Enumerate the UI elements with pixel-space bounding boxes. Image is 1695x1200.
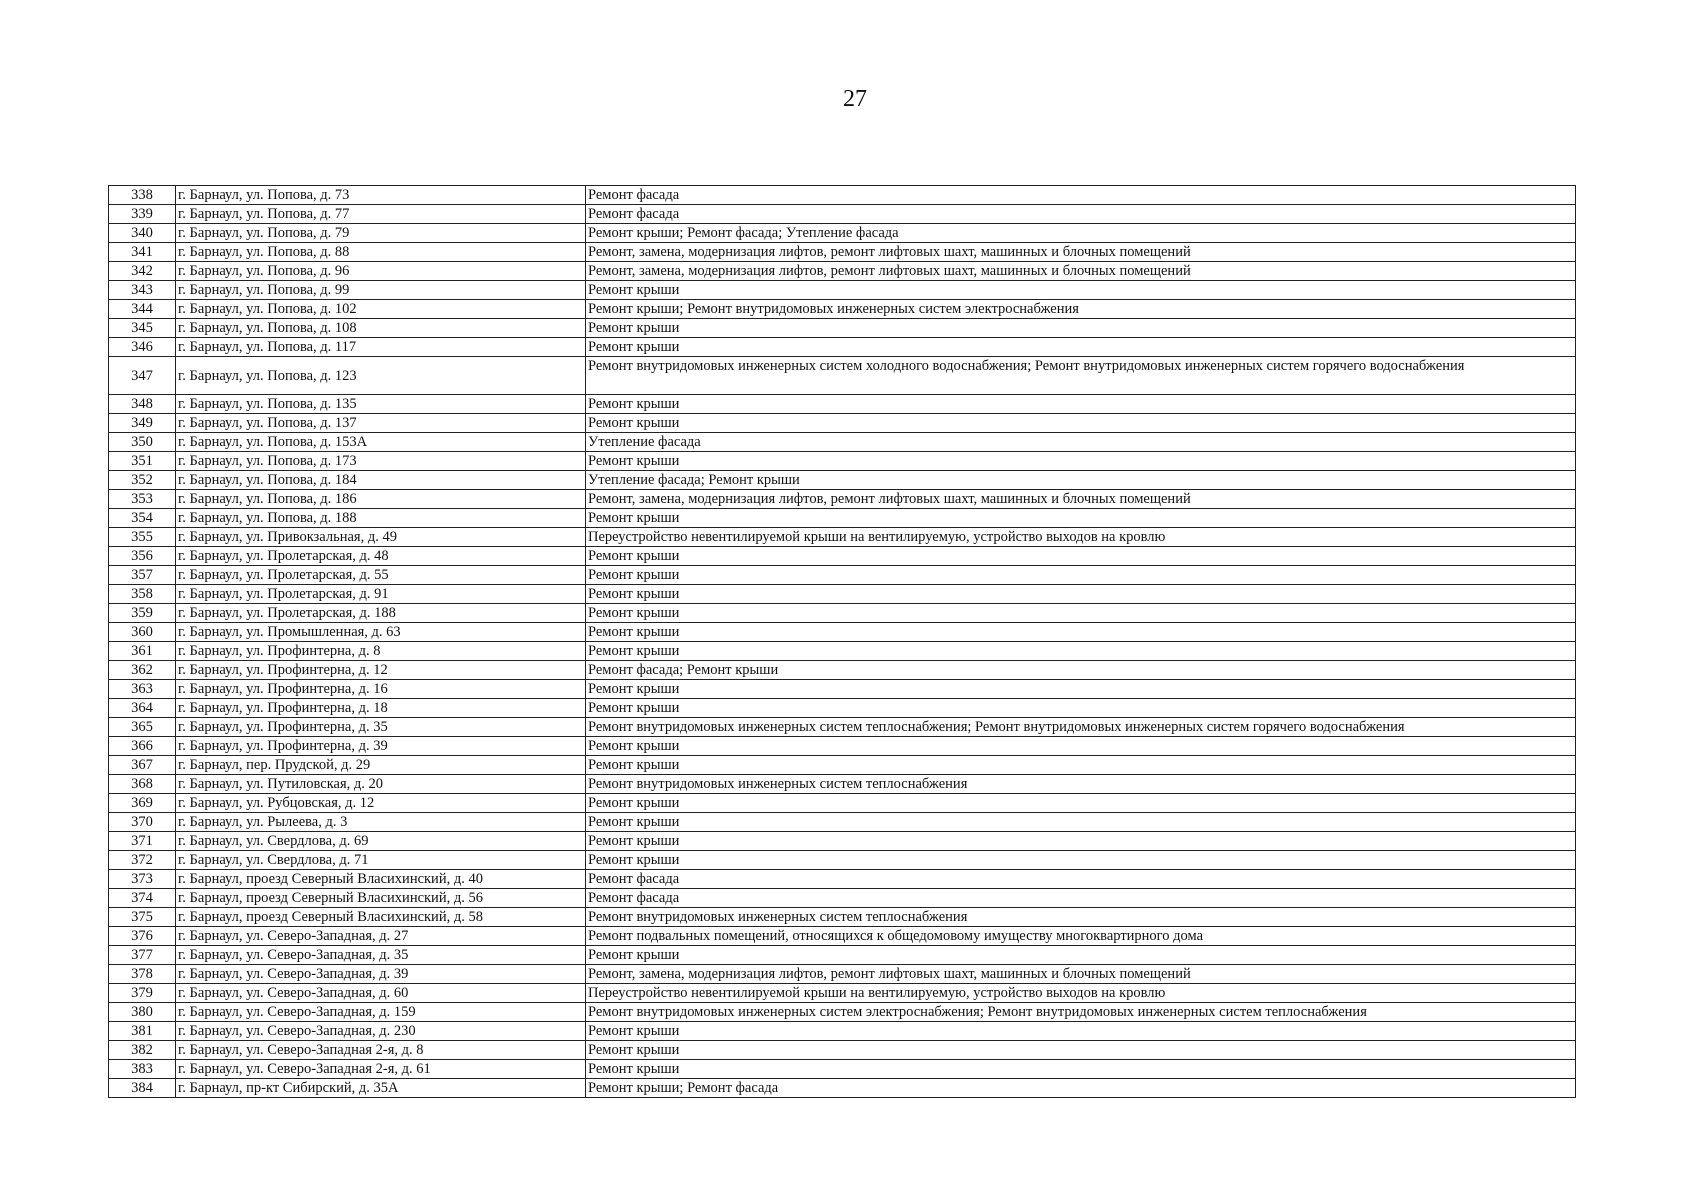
work-type-cell: Ремонт внутридомовых инженерных систем теплоснабжения; Ремонт внутридомовых инженерных систем горячего водоснабжения	[586, 718, 1576, 737]
address-cell: г. Барнаул, ул. Попова, д. 186	[176, 490, 586, 509]
work-type-cell: Ремонт крыши	[586, 1060, 1576, 1079]
row-number-cell: 381	[109, 1022, 176, 1041]
address-cell: г. Барнаул, ул. Попова, д. 77	[176, 205, 586, 224]
work-type-cell: Ремонт крыши	[586, 1022, 1576, 1041]
row-number-cell: 360	[109, 623, 176, 642]
work-type-cell: Ремонт фасада	[586, 870, 1576, 889]
registry-body	[109, 186, 1576, 1098]
row-number-cell: 367	[109, 756, 176, 775]
work-type-cell: Ремонт крыши	[586, 680, 1576, 699]
address-cell: г. Барнаул, проезд Северный Власихинский, д. 40	[176, 870, 586, 889]
address-cell: г. Барнаул, ул. Попова, д. 184	[176, 471, 586, 490]
work-type-cell: Ремонт крыши	[586, 737, 1576, 756]
row-number-cell: 371	[109, 832, 176, 851]
table-row	[109, 1003, 1576, 1022]
row-number-cell: 382	[109, 1041, 176, 1060]
work-type-cell: Ремонт крыши	[586, 395, 1576, 414]
work-type-cell: Ремонт фасада; Ремонт крыши	[586, 661, 1576, 680]
work-type-cell: Ремонт крыши	[586, 1041, 1576, 1060]
work-type-cell: Ремонт крыши	[586, 566, 1576, 585]
address-cell: г. Барнаул, ул. Попова, д. 188	[176, 509, 586, 528]
row-number-cell: 338	[109, 186, 176, 205]
row-number-cell: 375	[109, 908, 176, 927]
work-type-cell: Ремонт крыши	[586, 604, 1576, 623]
row-number-cell: 370	[109, 813, 176, 832]
work-type-cell: Ремонт крыши	[586, 794, 1576, 813]
work-type-cell: Ремонт, замена, модернизация лифтов, ремонт лифтовых шахт, машинных и блочных помещений	[586, 243, 1576, 262]
table-row	[109, 585, 1576, 604]
address-cell: г. Барнаул, пер. Прудской, д. 29	[176, 756, 586, 775]
table-row	[109, 528, 1576, 547]
table-row	[109, 566, 1576, 585]
row-number-cell: 355	[109, 528, 176, 547]
address-cell: г. Барнаул, ул. Свердлова, д. 71	[176, 851, 586, 870]
work-type-cell: Ремонт внутридомовых инженерных систем электроснабжения; Ремонт внутридомовых инженерных систем теплоснабжения	[586, 1003, 1576, 1022]
address-cell: г. Барнаул, ул. Попова, д. 73	[176, 186, 586, 205]
table-row	[109, 452, 1576, 471]
table-row	[109, 851, 1576, 870]
row-number-cell: 364	[109, 699, 176, 718]
table-row	[109, 775, 1576, 794]
table-row	[109, 433, 1576, 452]
address-cell: г. Барнаул, ул. Рылеева, д. 3	[176, 813, 586, 832]
table-row	[109, 224, 1576, 243]
table-row	[109, 984, 1576, 1003]
work-type-cell: Ремонт крыши	[586, 585, 1576, 604]
row-number-cell: 341	[109, 243, 176, 262]
table-row	[109, 623, 1576, 642]
work-type-cell: Ремонт крыши	[586, 623, 1576, 642]
table-row	[109, 813, 1576, 832]
address-cell: г. Барнаул, проезд Северный Власихинский, д. 58	[176, 908, 586, 927]
table-row	[109, 509, 1576, 528]
table-row	[109, 471, 1576, 490]
work-type-cell: Ремонт, замена, модернизация лифтов, ремонт лифтовых шахт, машинных и блочных помещений	[586, 965, 1576, 984]
address-cell: г. Барнаул, ул. Попова, д. 88	[176, 243, 586, 262]
address-cell: г. Барнаул, ул. Профинтерна, д. 8	[176, 642, 586, 661]
work-type-cell: Ремонт фасада	[586, 889, 1576, 908]
address-cell: г. Барнаул, ул. Северо-Западная, д. 39	[176, 965, 586, 984]
row-number-cell: 346	[109, 338, 176, 357]
row-number-cell: 354	[109, 509, 176, 528]
address-cell: г. Барнаул, ул. Попова, д. 108	[176, 319, 586, 338]
work-type-cell: Ремонт крыши; Ремонт фасада; Утепление фасада	[586, 224, 1576, 243]
row-number-cell: 377	[109, 946, 176, 965]
row-number-cell: 378	[109, 965, 176, 984]
table-row	[109, 927, 1576, 946]
work-type-cell: Ремонт крыши	[586, 756, 1576, 775]
address-cell: г. Барнаул, ул. Северо-Западная, д. 35	[176, 946, 586, 965]
table-row	[109, 680, 1576, 699]
row-number-cell: 356	[109, 547, 176, 566]
row-number-cell: 373	[109, 870, 176, 889]
address-cell: г. Барнаул, ул. Попова, д. 102	[176, 300, 586, 319]
table-row	[109, 756, 1576, 775]
table-row	[109, 946, 1576, 965]
work-type-cell: Ремонт крыши	[586, 319, 1576, 338]
row-number-cell: 343	[109, 281, 176, 300]
table-row	[109, 699, 1576, 718]
row-number-cell: 340	[109, 224, 176, 243]
table-row	[109, 395, 1576, 414]
address-cell: г. Барнаул, ул. Профинтерна, д. 12	[176, 661, 586, 680]
work-type-cell: Ремонт, замена, модернизация лифтов, ремонт лифтовых шахт, машинных и блочных помещений	[586, 490, 1576, 509]
row-number-cell: 342	[109, 262, 176, 281]
table-row	[109, 186, 1576, 205]
table-row	[109, 262, 1576, 281]
work-type-cell: Ремонт крыши	[586, 946, 1576, 965]
page-number: 27	[843, 86, 867, 112]
table-row	[109, 1079, 1576, 1098]
address-cell: г. Барнаул, пр-кт Сибирский, д. 35А	[176, 1079, 586, 1098]
table-row	[109, 205, 1576, 224]
address-cell: г. Барнаул, ул. Пролетарская, д. 55	[176, 566, 586, 585]
row-number-cell: 383	[109, 1060, 176, 1079]
work-type-cell: Ремонт фасада	[586, 205, 1576, 224]
table-row	[109, 794, 1576, 813]
address-cell: г. Барнаул, ул. Пролетарская, д. 91	[176, 585, 586, 604]
address-cell: г. Барнаул, ул. Северо-Западная, д. 159	[176, 1003, 586, 1022]
address-cell: г. Барнаул, ул. Промышленная, д. 63	[176, 623, 586, 642]
table-row	[109, 281, 1576, 300]
address-cell: г. Барнаул, ул. Рубцовская, д. 12	[176, 794, 586, 813]
work-type-cell: Ремонт внутридомовых инженерных систем холодного водоснабжения; Ремонт внутридомовых инженерных систем горячего водоснабжения	[586, 357, 1576, 395]
table-row	[109, 870, 1576, 889]
address-cell: г. Барнаул, ул. Северо-Западная, д. 27	[176, 927, 586, 946]
row-number-cell: 372	[109, 851, 176, 870]
table-row	[109, 1041, 1576, 1060]
table-row	[109, 661, 1576, 680]
table-row	[109, 718, 1576, 737]
address-cell: г. Барнаул, ул. Северо-Западная, д. 60	[176, 984, 586, 1003]
work-type-cell: Переустройство невентилируемой крыши на вентилируемую, устройство выходов на кровлю	[586, 984, 1576, 1003]
address-cell: г. Барнаул, ул. Попова, д. 137	[176, 414, 586, 433]
address-cell: г. Барнаул, ул. Попова, д. 96	[176, 262, 586, 281]
row-number-cell: 363	[109, 680, 176, 699]
address-cell: г. Барнаул, ул. Профинтерна, д. 16	[176, 680, 586, 699]
row-number-cell: 357	[109, 566, 176, 585]
work-type-cell: Ремонт крыши; Ремонт внутридомовых инженерных систем электроснабжения	[586, 300, 1576, 319]
address-cell: г. Барнаул, ул. Северо-Западная 2-я, д. 8	[176, 1041, 586, 1060]
row-number-cell: 369	[109, 794, 176, 813]
address-cell: г. Барнаул, ул. Профинтерна, д. 35	[176, 718, 586, 737]
address-cell: г. Барнаул, ул. Попова, д. 173	[176, 452, 586, 471]
row-number-cell: 344	[109, 300, 176, 319]
row-number-cell: 380	[109, 1003, 176, 1022]
work-type-cell: Ремонт крыши	[586, 642, 1576, 661]
address-cell: г. Барнаул, ул. Свердлова, д. 69	[176, 832, 586, 851]
work-type-cell: Ремонт крыши	[586, 851, 1576, 870]
row-number-cell: 361	[109, 642, 176, 661]
table-row	[109, 243, 1576, 262]
row-number-cell: 379	[109, 984, 176, 1003]
address-cell: г. Барнаул, ул. Попова, д. 79	[176, 224, 586, 243]
address-cell: г. Барнаул, ул. Пролетарская, д. 48	[176, 547, 586, 566]
work-type-cell: Ремонт крыши	[586, 813, 1576, 832]
table-row	[109, 642, 1576, 661]
work-type-cell: Ремонт крыши; Ремонт фасада	[586, 1079, 1576, 1098]
table-row	[109, 357, 1576, 395]
repair-registry-table	[108, 185, 1576, 1098]
work-type-cell: Ремонт крыши	[586, 832, 1576, 851]
work-type-cell: Ремонт крыши	[586, 509, 1576, 528]
row-number-cell: 339	[109, 205, 176, 224]
address-cell: г. Барнаул, ул. Северо-Западная 2-я, д. 61	[176, 1060, 586, 1079]
address-cell: г. Барнаул, ул. Северо-Западная, д. 230	[176, 1022, 586, 1041]
work-type-cell: Ремонт крыши	[586, 452, 1576, 471]
row-number-cell: 352	[109, 471, 176, 490]
row-number-cell: 358	[109, 585, 176, 604]
row-number-cell: 348	[109, 395, 176, 414]
address-cell: г. Барнаул, ул. Попова, д. 153А	[176, 433, 586, 452]
work-type-cell: Ремонт подвальных помещений, относящихся к общедомовому имуществу многоквартирного дома	[586, 927, 1576, 946]
address-cell: г. Барнаул, ул. Попова, д. 123	[176, 357, 586, 395]
table-row	[109, 547, 1576, 566]
work-type-cell: Утепление фасада	[586, 433, 1576, 452]
address-cell: г. Барнаул, проезд Северный Власихинский, д. 56	[176, 889, 586, 908]
row-number-cell: 347	[109, 357, 176, 395]
table-row	[109, 832, 1576, 851]
row-number-cell: 349	[109, 414, 176, 433]
address-cell: г. Барнаул, ул. Попова, д. 117	[176, 338, 586, 357]
row-number-cell: 359	[109, 604, 176, 623]
table-row	[109, 319, 1576, 338]
address-cell: г. Барнаул, ул. Пролетарская, д. 188	[176, 604, 586, 623]
address-cell: г. Барнаул, ул. Привокзальная, д. 49	[176, 528, 586, 547]
work-type-cell: Ремонт крыши	[586, 414, 1576, 433]
work-type-cell: Ремонт крыши	[586, 281, 1576, 300]
address-cell: г. Барнаул, ул. Профинтерна, д. 39	[176, 737, 586, 756]
work-type-cell: Ремонт крыши	[586, 338, 1576, 357]
table-row	[109, 338, 1576, 357]
row-number-cell: 366	[109, 737, 176, 756]
work-type-cell: Ремонт крыши	[586, 699, 1576, 718]
row-number-cell: 374	[109, 889, 176, 908]
table-row	[109, 300, 1576, 319]
work-type-cell: Ремонт фасада	[586, 186, 1576, 205]
table-row	[109, 414, 1576, 433]
address-cell: г. Барнаул, ул. Путиловская, д. 20	[176, 775, 586, 794]
work-type-cell: Ремонт внутридомовых инженерных систем теплоснабжения	[586, 775, 1576, 794]
table-row	[109, 1060, 1576, 1079]
table-row	[109, 889, 1576, 908]
row-number-cell: 376	[109, 927, 176, 946]
address-cell: г. Барнаул, ул. Попова, д. 135	[176, 395, 586, 414]
table-row	[109, 965, 1576, 984]
work-type-cell: Ремонт крыши	[586, 547, 1576, 566]
row-number-cell: 362	[109, 661, 176, 680]
row-number-cell: 351	[109, 452, 176, 471]
work-type-cell: Переустройство невентилируемой крыши на вентилируемую, устройство выходов на кровлю	[586, 528, 1576, 547]
work-type-cell: Ремонт внутридомовых инженерных систем теплоснабжения	[586, 908, 1576, 927]
table-row	[109, 908, 1576, 927]
address-cell: г. Барнаул, ул. Профинтерна, д. 18	[176, 699, 586, 718]
row-number-cell: 368	[109, 775, 176, 794]
table-row	[109, 490, 1576, 509]
table-row	[109, 604, 1576, 623]
table-row	[109, 737, 1576, 756]
row-number-cell: 384	[109, 1079, 176, 1098]
table-row	[109, 1022, 1576, 1041]
work-type-cell: Утепление фасада; Ремонт крыши	[586, 471, 1576, 490]
row-number-cell: 365	[109, 718, 176, 737]
row-number-cell: 350	[109, 433, 176, 452]
work-type-cell: Ремонт, замена, модернизация лифтов, ремонт лифтовых шахт, машинных и блочных помещений	[586, 262, 1576, 281]
row-number-cell: 353	[109, 490, 176, 509]
row-number-cell: 345	[109, 319, 176, 338]
address-cell: г. Барнаул, ул. Попова, д. 99	[176, 281, 586, 300]
